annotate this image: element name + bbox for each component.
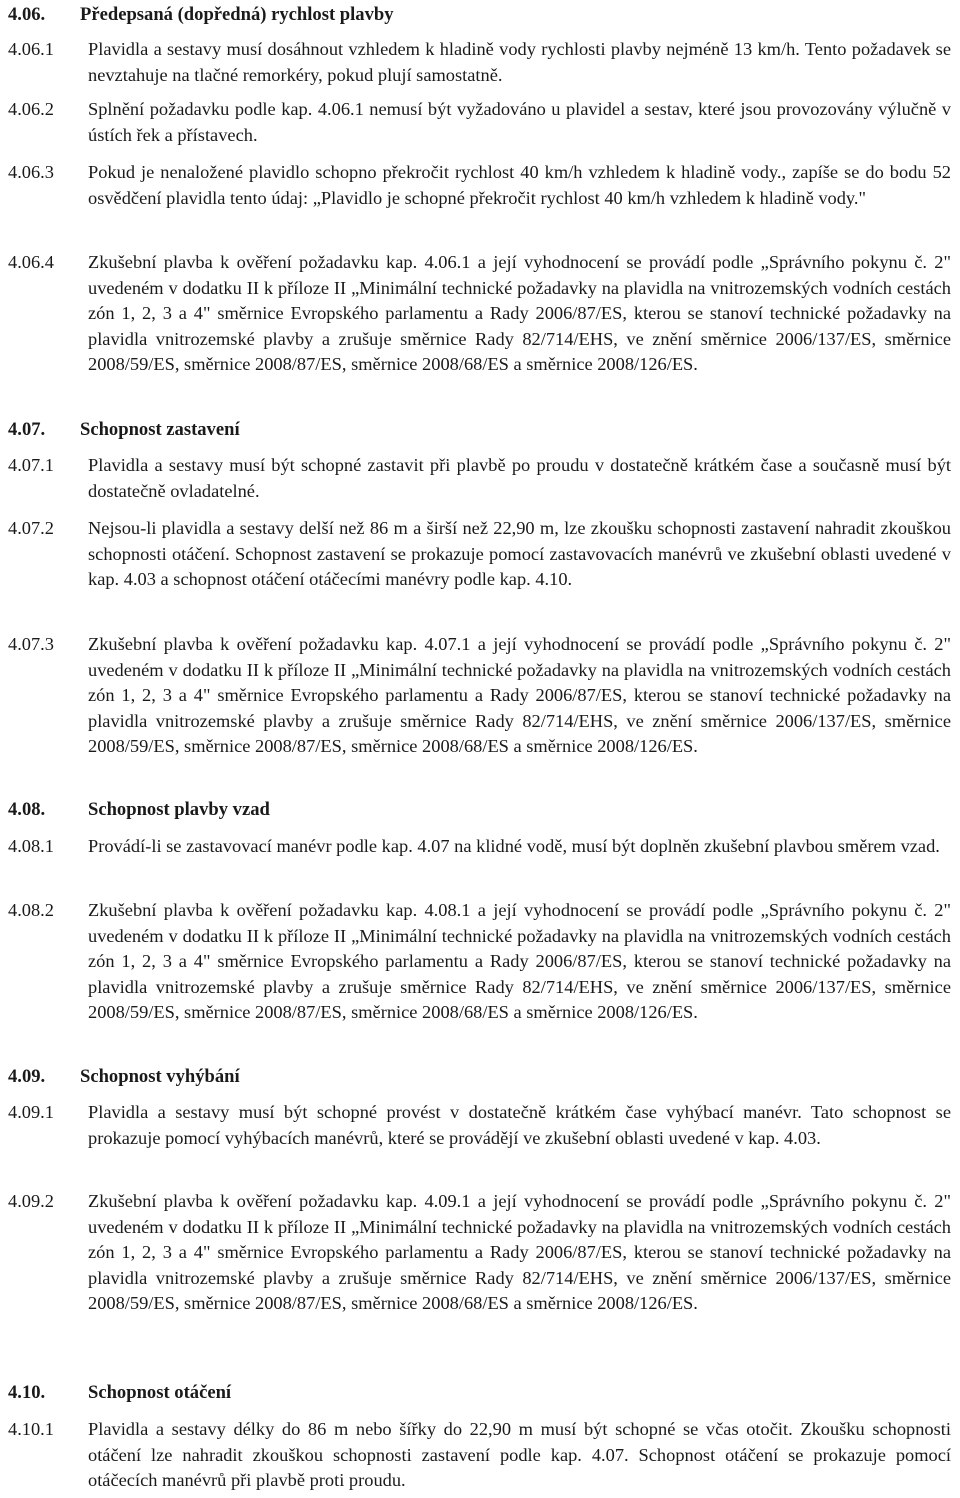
- paragraph-4-09-1: [8, 1100, 951, 1151]
- paragraph-4-07-2: [8, 516, 951, 593]
- paragraph-number: 4.07.1: [8, 455, 54, 475]
- section-title: Schopnost plavby vzad: [88, 799, 270, 820]
- paragraph-4-08-1: [8, 834, 951, 860]
- paragraph-text: Pokud je nenaložené plavidlo schopno překročit rychlost 40 km/h vzhledem k hladině vody., zapíše se do bodu 52 osvědčení plavidla tento údaj: „Plavidlo je schopné překročit rychlost 40 km/h vzhledem k hladině vody.": [88, 162, 951, 208]
- paragraph-4-10-1: [8, 1417, 951, 1494]
- section-heading-4-06: [8, 2, 948, 28]
- section-heading-4-10: [8, 1380, 948, 1406]
- section-heading-4-08: [8, 797, 948, 823]
- paragraph-text: Provádí-li se zastavovací manévr podle kap. 4.07 na klidné vodě, musí být doplněn zkušební plavbou směrem vzad.: [88, 836, 940, 856]
- paragraph-number: 4.06.3: [8, 162, 54, 182]
- paragraph-text: Zkušební plavba k ověření požadavku kap. 4.06.1 a její vyhodnocení se provádí podle „Správního pokynu č. 2" uvedeném v dodatku II k příloze II „Minimální technické požadavky na plavidla na vnitrozemských vodních cestách zón 1, 2, 3 a 4" směrnice Evropského parlamentu a Rady 2006/87/ES, kterou se stanoví technické požadavky na plavidla vnitrozemské plavby a zrušuje směrnice Rady 82/714/EHS, ve znění směrnice 2006/137/ES, směrnice 2008/59/ES, směrnice 2008/87/ES, směrnice 2008/68/ES a směrnice 2008/126/ES.: [88, 252, 951, 375]
- paragraph-text: Plavidla a sestavy musí být schopné zastavit při plavbě po proudu v dostatečně krátkém čase a současně musí být dostatečně ovladatelné.: [88, 455, 951, 501]
- paragraph-number: 4.09.1: [8, 1102, 54, 1122]
- paragraph-4-07-3: [8, 632, 951, 760]
- paragraph-number: 4.07.2: [8, 518, 54, 538]
- paragraph-text: Zkušební plavba k ověření požadavku kap. 4.09.1 a její vyhodnocení se provádí podle „Správního pokynu č. 2" uvedeném v dodatku II k příloze II „Minimální technické požadavky na plavidla na vnitrozemských vodních cestách zón 1, 2, 3 a 4" směrnice Evropského parlamentu a Rady 2006/87/ES, kterou se stanoví technické požadavky na plavidla vnitrozemské plavby a zrušuje směrnice Rady 82/714/EHS, ve znění směrnice 2006/137/ES, směrnice 2008/59/ES, směrnice 2008/87/ES, směrnice 2008/68/ES a směrnice 2008/126/ES.: [88, 1191, 951, 1314]
- section-number: 4.09.: [8, 1066, 46, 1087]
- paragraph-number: 4.06.1: [8, 39, 54, 59]
- paragraph-number: 4.08.2: [8, 900, 54, 920]
- paragraph-number: 4.09.2: [8, 1191, 54, 1211]
- paragraph-4-06-2: [8, 97, 951, 148]
- section-number: 4.07.: [8, 419, 46, 440]
- paragraph-number: 4.10.1: [8, 1419, 54, 1439]
- section-title: Předepsaná (dopředná) rychlost plavby: [80, 4, 394, 25]
- paragraph-4-07-1: [8, 453, 951, 504]
- paragraph-4-09-2: [8, 1189, 951, 1317]
- paragraph-number: 4.06.2: [8, 99, 54, 119]
- section-number: 4.06.: [8, 4, 46, 25]
- paragraph-text: Zkušební plavba k ověření požadavku kap. 4.07.1 a její vyhodnocení se provádí podle „Správního pokynu č. 2" uvedeném v dodatku II k příloze II „Minimální technické požadavky na plavidla na vnitrozemských vodních cestách zón 1, 2, 3 a 4" směrnice Evropského parlamentu a Rady 2006/87/ES, kterou se stanoví technické požadavky na plavidla vnitrozemské plavby a zrušuje směrnice Rady 82/714/EHS, ve znění směrnice 2006/137/ES, směrnice 2008/59/ES, směrnice 2008/87/ES, směrnice 2008/68/ES a směrnice 2008/126/ES.: [88, 634, 951, 757]
- section-heading-4-09: [8, 1064, 948, 1090]
- section-number: 4.08.: [8, 799, 46, 820]
- paragraph-text: Zkušební plavba k ověření požadavku kap. 4.08.1 a její vyhodnocení se provádí podle „Správního pokynu č. 2" uvedeném v dodatku II k příloze II „Minimální technické požadavky na plavidla na vnitrozemských vodních cestách zón 1, 2, 3 a 4" směrnice Evropského parlamentu a Rady 2006/87/ES, kterou se stanoví technické požadavky na plavidla vnitrozemské plavby a zrušuje směrnice Rady 82/714/EHS, ve znění směrnice 2006/137/ES, směrnice 2008/59/ES, směrnice 2008/87/ES, směrnice 2008/68/ES a směrnice 2008/126/ES.: [88, 900, 951, 1023]
- paragraph-text: Plavidla a sestavy musí být schopné provést v dostatečně krátkém čase vyhýbací manévr. Tato schopnost se prokazuje pomocí vyhýbacích manévrů, které se provádějí ve zkušební oblasti uvedené v kap. 4.03.: [88, 1102, 951, 1148]
- section-title: Schopnost otáčení: [88, 1382, 232, 1403]
- paragraph-number: 4.07.3: [8, 634, 54, 654]
- paragraph-4-06-4: [8, 250, 951, 378]
- paragraph-text: Plavidla a sestavy musí dosáhnout vzhledem k hladině vody rychlosti plavby nejméně 13 km/h. Tento požadavek se nevztahuje na tlačné remorkéry, pokud plují samostatně.: [88, 39, 951, 85]
- section-title: Schopnost vyhýbání: [80, 1066, 240, 1087]
- paragraph-text: Nejsou-li plavidla a sestavy delší než 86 m a širší než 22,90 m, lze zkoušku schopnosti zastavení nahradit zkouškou schopnosti otáčení. Schopnost zastavení se prokazuje pomocí zastavovacích manévrů ve zkušební oblasti uvedené v kap. 4.03 a schopnost otáčení otáčecími manévry podle kap. 4.10.: [88, 518, 951, 590]
- paragraph-number: 4.08.1: [8, 836, 54, 856]
- section-title: Schopnost zastavení: [80, 419, 240, 440]
- section-number: 4.10.: [8, 1382, 46, 1403]
- section-heading-4-07: [8, 417, 948, 443]
- paragraph-4-06-3: [8, 160, 951, 211]
- paragraph-number: 4.06.4: [8, 252, 54, 272]
- paragraph-4-06-1: [8, 37, 951, 88]
- paragraph-text: Plavidla a sestavy délky do 86 m nebo šířky do 22,90 m musí být schopné se včas otočit. Zkoušku schopnosti otáčení lze nahradit zkouškou schopnosti zastavení podle kap. 4.07. Schopnost otáčení se prokazuje pomocí otáčecích manévrů při plavbě proti proudu.: [88, 1419, 951, 1491]
- paragraph-text: Splnění požadavku podle kap. 4.06.1 nemusí být vyžadováno u plavidel a sestav, které jsou provozovány výlučně v ústích řek a přístavech.: [88, 99, 951, 145]
- paragraph-4-08-2: [8, 898, 951, 1026]
